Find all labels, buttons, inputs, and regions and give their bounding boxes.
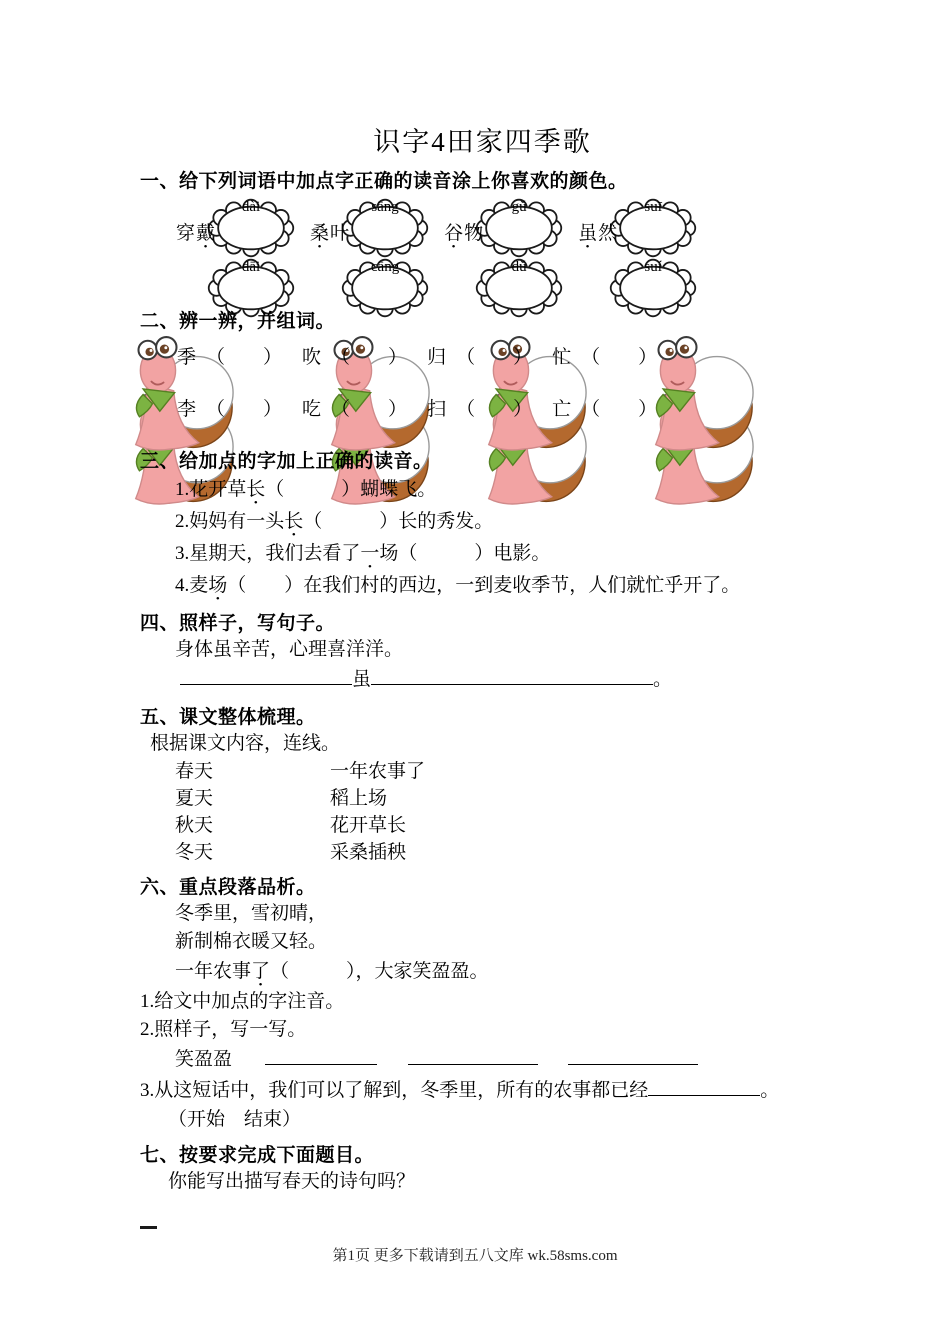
paren-blank: （ ）: [331, 399, 408, 420]
paren-blank: （ ）: [456, 399, 533, 420]
base-char: 吹: [302, 347, 322, 368]
dotted-char: 场: [208, 575, 228, 596]
word-building-item: [302, 347, 407, 368]
flower-icon: [606, 196, 700, 260]
pinyin-choice-group: [176, 196, 298, 324]
pinyin-fill-items: [140, 474, 825, 602]
pinyin-option: suí: [644, 259, 662, 275]
base-char: 忙: [552, 347, 572, 368]
pinyin-choice-group: [578, 196, 700, 324]
base-char: 李: [177, 399, 197, 420]
page-footer: 第1页 更多下载请到五八文库 wk.58sms.com: [332, 1248, 618, 1264]
section-4-heading: 四、照样子，写句子。: [140, 613, 336, 634]
flower-pair: [472, 196, 566, 324]
period: 。: [653, 669, 673, 690]
section-5-heading: 五、课文整体梳理。: [140, 707, 316, 728]
period: 。: [760, 1080, 780, 1101]
dotted-char: 桑: [310, 223, 331, 244]
word-copy-line: [175, 1044, 825, 1076]
paren-blank: （ ）: [456, 347, 533, 368]
answer-blank: [408, 1046, 538, 1065]
match-right-column: [330, 758, 425, 866]
dotted-char: 戴: [196, 223, 217, 244]
pinyin-option: dāi: [241, 259, 261, 275]
worksheet-page: [140, 0, 825, 1229]
base-char: 扫: [427, 399, 447, 420]
answer-blank: [568, 1046, 698, 1065]
match-left-item: 秋天: [175, 815, 214, 836]
sample-word: 笑盈盈: [175, 1049, 233, 1070]
word-building-item: [552, 347, 657, 368]
paren-blank: （ ）: [206, 399, 283, 420]
word-label: 穿戴: [176, 223, 217, 244]
question-2: 2.照样子，写一写。: [140, 1019, 307, 1040]
match-left-column: [175, 758, 330, 866]
dotted-char: 一: [360, 543, 380, 564]
flower-icon: [338, 196, 432, 260]
matching-exercise: [175, 758, 825, 866]
flower-icon: [204, 196, 298, 260]
poem-text: （ ），大家笑盈盈。: [270, 961, 489, 982]
answer-blank: [180, 666, 352, 685]
match-left-item: 春天: [175, 761, 214, 782]
answer-blank: [265, 1046, 377, 1065]
open-question: 你能写出描写春天的诗句吗？: [168, 1171, 416, 1192]
word-building-item: [552, 399, 657, 420]
match-right-item: 采桑插秧: [330, 842, 407, 863]
example-sentence: 身体虽辛苦，心理喜洋洋。: [175, 639, 404, 660]
flower-icon: [472, 196, 566, 260]
base-char: 亡: [552, 399, 572, 420]
word-building-area: [140, 336, 825, 440]
sentence-answer-line: [180, 664, 825, 696]
poem-line: 新制棉衣暖又轻。: [175, 931, 328, 952]
pinyin-option: dài: [241, 199, 261, 215]
question-1: 1.给文中加点的字注音。: [140, 991, 345, 1012]
match-left-item: 夏天: [175, 788, 214, 809]
fill-pinyin-line: 2.妈妈有一头长（ ）长的秀发。: [175, 511, 494, 532]
base-char: 吃: [302, 399, 322, 420]
question-3-text: 3.从这短话中，我们可以了解到，冬季里，所有的农事都已经: [140, 1080, 649, 1101]
paren-blank: （ ）: [581, 347, 658, 368]
fill-pinyin-line: 3.星期天，我们去看了一场（ ）电影。: [175, 543, 551, 564]
flower-pair: [338, 196, 432, 324]
dotted-char: 长: [284, 511, 304, 532]
word-building-item: [177, 347, 282, 368]
question-3: [140, 1076, 825, 1106]
pinyin-option: sāng: [371, 199, 399, 215]
word-label: 虽然: [578, 223, 619, 244]
choice-hint: （开始 结束）: [168, 1109, 302, 1130]
fill-pinyin-line: 1.花开草长（ ）蝴蝶飞。: [175, 479, 437, 500]
pinyin-flower-row: [176, 196, 825, 324]
word-label: 谷物: [444, 223, 485, 244]
flower-pair: [204, 196, 298, 324]
pinyin-option: dǔ: [511, 259, 527, 275]
answer-blank: [371, 666, 653, 685]
match-right-item: 一年农事了: [330, 761, 426, 782]
match-right-item: 花开草长: [330, 815, 407, 836]
pinyin-choice-group: [310, 196, 432, 324]
pinyin-option: gǔ: [511, 199, 527, 215]
section-3-heading: 三、给加点的字加上正确的读音。: [140, 451, 433, 472]
pinyin-choice-group: [444, 196, 566, 324]
base-char: 季: [177, 347, 197, 368]
word-building-row: [177, 394, 677, 421]
poem-text: 一年农事: [175, 961, 252, 982]
poem-line: 冬季里，雪初晴，: [175, 903, 328, 924]
word-building-row: [177, 342, 677, 369]
paren-blank: （ ）: [206, 347, 283, 368]
base-char: 归: [427, 347, 447, 368]
pinyin-option: suī: [644, 199, 662, 215]
poem-line-with-blank: [175, 956, 825, 988]
match-left-item: 冬天: [175, 842, 214, 863]
connector-char: 虽: [352, 669, 372, 690]
section-6-heading: 六、重点段落品析。: [140, 877, 316, 898]
section-1-heading: 一、给下列词语中加点字正确的读音涂上你喜欢的颜色。: [140, 171, 628, 192]
word-building-item: [427, 347, 532, 368]
dotted-char: 虽: [578, 223, 599, 244]
paren-blank: （ ）: [581, 399, 658, 420]
word-building-item: [177, 399, 282, 420]
word-building-item: [427, 399, 532, 420]
dotted-char: 谷: [444, 223, 465, 244]
match-right-item: 稻上场: [330, 788, 388, 809]
section-7-heading: 七、按要求完成下面题目。: [140, 1145, 375, 1166]
dotted-char: 了: [251, 961, 271, 982]
word-label: 桑叶: [310, 223, 351, 244]
dotted-char: 长: [246, 479, 266, 500]
answer-dash: [140, 1226, 157, 1229]
section-2-heading: 二、辨一辨，并组词。: [140, 311, 336, 332]
pinyin-option: cāng: [370, 259, 400, 275]
match-instruction: 根据课文内容，连线。: [150, 733, 341, 754]
page-title: 识字4田家四季歌: [373, 127, 592, 157]
word-building-item: [302, 399, 407, 420]
fill-pinyin-line: 4.麦场（ ）在我们村的西边，一到麦收季节，人们就忙乎开了。: [175, 575, 741, 596]
paren-blank: （ ）: [331, 347, 408, 368]
flower-pair: [606, 196, 700, 324]
answer-blank: [648, 1077, 760, 1096]
